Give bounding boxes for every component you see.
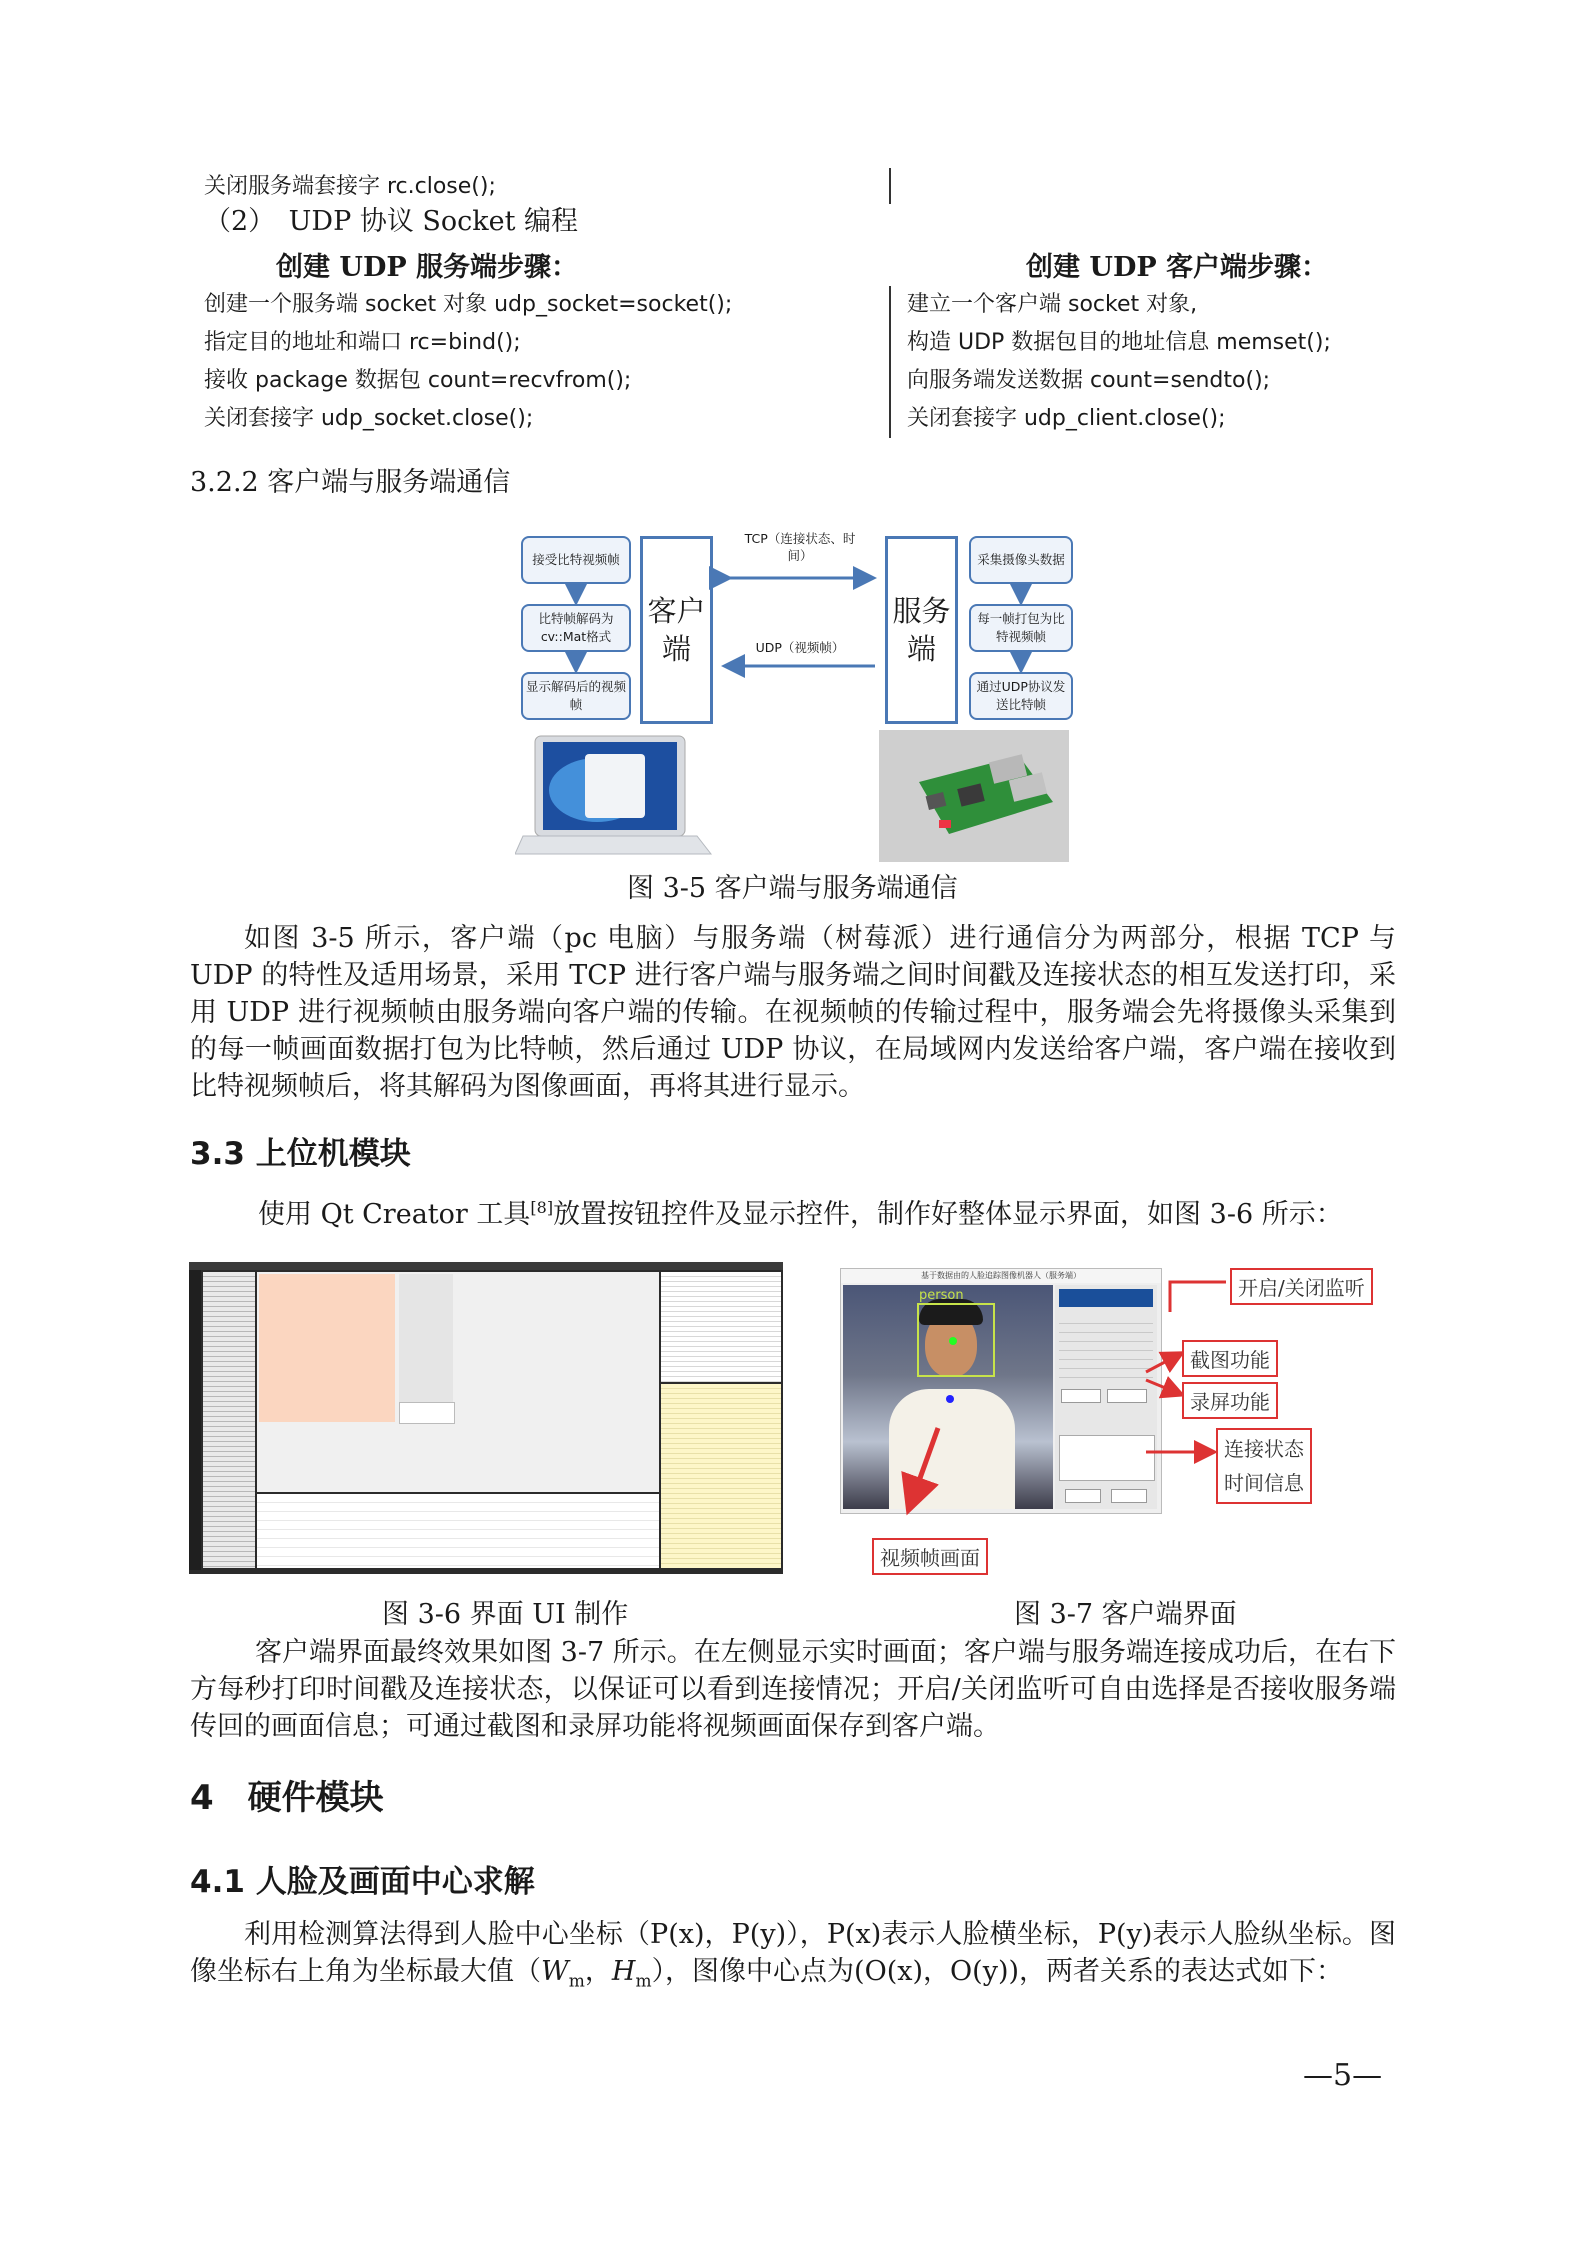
right-step-box: 每一帧打包为比特视频帧 — [969, 604, 1073, 652]
para-text: 放置按钮控件及显示控件，制作好整体显示界面，如图 3-6 所示： — [553, 1199, 1343, 1230]
listen-toggle-label: 开启/关闭监听 — [1230, 1268, 1373, 1305]
server-steps — [204, 286, 732, 438]
form-editor — [257, 1272, 659, 1492]
paragraph-3-3-client: 客户端界面最终效果如图 3-7 所示。在左侧显示实时画面；客户端与服务端连接成功后，在右下方每秒打印时间戳及连接状态，以保证可以看到连接情况；开启/关闭监听可自由选择是否接收服务端传回的画面信息；可通过截图和录屏功能将视频画面保存到客户端。 — [190, 1637, 1396, 1742]
client-steps — [907, 286, 1331, 438]
section-3-2-2-heading: 3.2.2 客户端与服务端通信 — [190, 467, 511, 498]
server-step: 指定目的地址和端口 rc=bind(); — [204, 330, 521, 355]
control-panel-area — [399, 1274, 453, 1422]
callout-arrows — [840, 1268, 1360, 1578]
wm-symbol: W — [541, 1956, 569, 1987]
menu-bar — [189, 1262, 783, 1270]
para-separator: ， — [584, 1956, 612, 1987]
person-tag: person — [919, 1288, 964, 1303]
citation-ref: [8] — [530, 1198, 554, 1217]
hm-subscript: m — [635, 1971, 652, 1992]
server-steps-title: 创建 UDP 服务端步骤： — [276, 252, 579, 283]
figure-3-7-caption: 图 3-7 客户端界面 — [1014, 1599, 1237, 1630]
server-label: 服务端 — [892, 594, 951, 666]
figure-3-5 — [515, 530, 1075, 870]
hm-symbol: H — [611, 1956, 636, 1987]
figure-3-6-caption: 图 3-6 界面 UI 制作 — [382, 1599, 629, 1630]
tcp-label: TCP（连接状态、时间） — [744, 531, 856, 563]
figure-3-7-client-ui — [840, 1268, 1365, 1578]
mode-bar — [189, 1270, 201, 1570]
paragraph-3-3 — [258, 1192, 1343, 1231]
server-step: 创建一个服务端 socket 对象 udp_socket=socket(); — [204, 292, 733, 317]
paragraph-4-1 — [190, 1916, 1396, 2000]
right-step-box: 采集摄像头数据 — [969, 536, 1073, 584]
action-editor — [257, 1494, 659, 1568]
figure-3-5-caption: 图 3-5 客户端与服务端通信 — [627, 873, 958, 904]
client-step: 关闭套接字 udp_client.close(); — [907, 406, 1226, 431]
left-step-box: 显示解码后的视频帧 — [521, 672, 631, 720]
server-step: 关闭套接字 udp_socket.close(); — [204, 406, 534, 431]
property-editor — [661, 1384, 781, 1568]
left-step-box: 比特帧解码为cv::Mat格式 — [521, 604, 631, 652]
server-step: 接收 package 数据包 count=recvfrom(); — [204, 368, 632, 393]
close-server-line: 关闭服务端套接字 rc.close(); — [204, 174, 496, 199]
section-4-heading: 4 硬件模块 — [190, 1778, 384, 1818]
video-frame-label: 视频帧画面 — [872, 1538, 988, 1575]
screenshot-label: 截图功能 — [1182, 1340, 1278, 1377]
object-inspector — [661, 1272, 781, 1382]
client-steps-title: 创建 UDP 客户端步骤： — [1026, 252, 1329, 283]
screenshot-callout-line — [1146, 1354, 1180, 1372]
listen-callout-line — [1170, 1282, 1226, 1312]
section-3-3-heading: 3.3 上位机模块 — [190, 1136, 411, 1172]
udp-label: UDP（视频帧） — [755, 640, 845, 655]
client-step: 构造 UDP 数据包目的地址信息 memset(); — [907, 330, 1331, 355]
right-step-box: 通过UDP协议发送比特帧 — [969, 672, 1073, 720]
left-step-box: 接受比特视频帧 — [521, 536, 631, 584]
section-4-1-heading: 4.1 人脸及画面中心求解 — [190, 1864, 535, 1900]
wm-subscript: m — [568, 1971, 585, 1992]
figure-3-6-qt-designer — [189, 1262, 783, 1574]
record-label: 录屏功能 — [1182, 1382, 1278, 1419]
para-text: 使用 Qt Creator 工具 — [258, 1199, 531, 1230]
video-callout-line — [910, 1428, 938, 1506]
text-log-area — [399, 1402, 455, 1424]
client-label: 客户端 — [647, 594, 706, 666]
status-time-label — [1216, 1428, 1312, 1504]
client-step: 建立一个客户端 socket 对象, — [907, 292, 1198, 317]
laptop-image — [515, 730, 715, 870]
column-divider — [889, 286, 891, 438]
page-number: —5— — [1303, 2058, 1383, 2093]
paragraph-3-2-2: 如图 3-5 所示，客户端（pc 电脑）与服务端（树莓派）进行通信分为两部分，根据 TCP 与 UDP 的特性及适用场景，采用 TCP 进行客户端与服务端之间时间戳及连接状态的相互发送打印，采用 UDP 进行视频帧由服务端向客户端的传输。在视频帧的传输过程中，服务端会先将摄像头采集到的每一帧画面数据打包为比特帧，然后通过 UDP 协议，在局域网内发送给客户端，客户端在接收到比特视频帧后，将其解码为图像画面，再将其进行显示。 — [190, 923, 1396, 1102]
widget-box — [203, 1272, 255, 1568]
record-callout-line — [1146, 1380, 1180, 1394]
connection-state-label: 连接状态 — [1224, 1437, 1304, 1461]
udp-heading: （2） UDP 协议 Socket 编程 — [204, 206, 579, 237]
raspberry-pi-image — [879, 730, 1069, 862]
client-step: 向服务端发送数据 count=sendto(); — [907, 368, 1271, 393]
video-label-area — [259, 1274, 395, 1422]
para-text: 利用检测算法得到人脸中心坐标（P(x)，P(y)），P(x)表示人脸横坐标，P(y)表示人脸纵坐标。图像坐标右上角为坐标最大值（ — [190, 1919, 1396, 1987]
window-title: 基于数据由的人脸追踪图像机器人（服务端） — [841, 1269, 1161, 1283]
column-divider — [889, 168, 891, 204]
time-info-label: 时间信息 — [1224, 1471, 1304, 1495]
para-text: ），图像中心点为(O(x)，O(y))，两者关系的表达式如下： — [651, 1956, 1344, 1987]
